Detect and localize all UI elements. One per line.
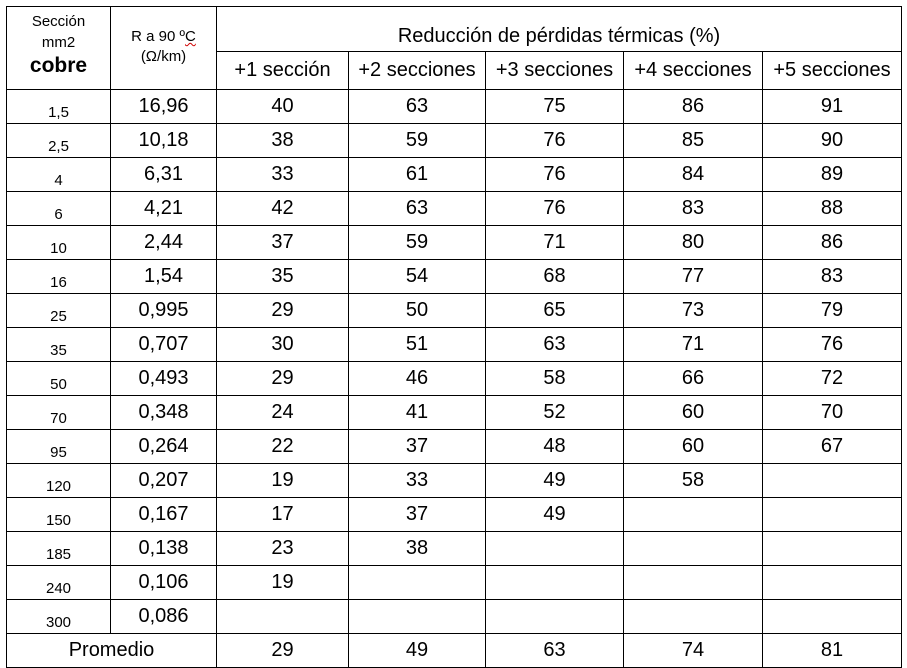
resistance-cell: 16,96	[111, 90, 217, 124]
resistance-cell: 1,54	[111, 260, 217, 294]
resistance-cell: 0,348	[111, 396, 217, 430]
column-header-1: +1 sección	[217, 52, 349, 90]
table-row	[7, 260, 902, 294]
resistance-header-line1	[111, 27, 216, 47]
reduction-cell	[624, 532, 763, 566]
table-row	[7, 362, 902, 396]
resistance-cell: 0,207	[111, 464, 217, 498]
reduction-cell: 35	[217, 260, 349, 294]
reduction-cell: 84	[624, 158, 763, 192]
resistance-header-unit-c: C	[185, 28, 196, 45]
resistance-cell: 0,106	[111, 566, 217, 600]
reduction-cell: 19	[217, 566, 349, 600]
reduction-cell: 23	[217, 532, 349, 566]
reduccion-header: Reducción de pérdidas térmicas (%)	[217, 7, 902, 52]
seccion-cell: 4	[7, 158, 111, 192]
column-header-3: +3 secciones	[486, 52, 624, 90]
table-row	[7, 430, 902, 464]
reduction-cell: 76	[486, 158, 624, 192]
resistance-cell: 6,31	[111, 158, 217, 192]
reduction-cell: 49	[486, 498, 624, 532]
reduction-cell	[763, 532, 902, 566]
header-row-top	[7, 7, 902, 52]
resistance-cell: 2,44	[111, 226, 217, 260]
reduction-cell: 58	[624, 464, 763, 498]
reduction-cell: 29	[217, 362, 349, 396]
seccion-cell: 35	[7, 328, 111, 362]
reduction-cell: 22	[217, 430, 349, 464]
reduction-cell: 37	[349, 430, 486, 464]
reduction-cell	[763, 498, 902, 532]
reduction-cell: 30	[217, 328, 349, 362]
reduction-cell: 63	[349, 192, 486, 226]
seccion-cell: 6	[7, 192, 111, 226]
reduction-cell: 17	[217, 498, 349, 532]
reduction-cell	[217, 600, 349, 634]
reduction-cell: 65	[486, 294, 624, 328]
seccion-cell: 95	[7, 430, 111, 464]
reduction-cell: 91	[763, 90, 902, 124]
table-row	[7, 124, 902, 158]
seccion-header-line2: mm2	[41, 34, 76, 51]
reduction-cell: 68	[486, 260, 624, 294]
reduction-cell: 41	[349, 396, 486, 430]
seccion-cell: 120	[7, 464, 111, 498]
promedio-cell: 63	[486, 634, 624, 668]
reduction-cell: 71	[624, 328, 763, 362]
reduction-cell: 24	[217, 396, 349, 430]
resistance-header-prefix: R a 90 º	[131, 28, 185, 45]
reduction-cell: 38	[349, 532, 486, 566]
seccion-cell: 150	[7, 498, 111, 532]
promedio-cell: 29	[217, 634, 349, 668]
seccion-header	[7, 7, 111, 90]
reduction-cell: 63	[486, 328, 624, 362]
table-row	[7, 328, 902, 362]
seccion-cell: 300	[7, 600, 111, 634]
seccion-header-line1: Sección	[31, 13, 86, 30]
seccion-cell: 70	[7, 396, 111, 430]
reduction-cell: 90	[763, 124, 902, 158]
seccion-cell: 2,5	[7, 124, 111, 158]
reduction-cell: 88	[763, 192, 902, 226]
reduction-cell: 54	[349, 260, 486, 294]
reduction-cell: 66	[624, 362, 763, 396]
reduction-cell: 83	[763, 260, 902, 294]
resistance-cell: 0,707	[111, 328, 217, 362]
reduction-cell	[763, 600, 902, 634]
table-row	[7, 464, 902, 498]
seccion-cell: 16	[7, 260, 111, 294]
reduction-cell: 71	[486, 226, 624, 260]
reduction-cell: 48	[486, 430, 624, 464]
table-row	[7, 90, 902, 124]
reduction-cell	[486, 532, 624, 566]
reduction-cell: 50	[349, 294, 486, 328]
seccion-cell: 10	[7, 226, 111, 260]
reduction-cell: 33	[349, 464, 486, 498]
seccion-cell: 25	[7, 294, 111, 328]
reduction-cell: 73	[624, 294, 763, 328]
reduction-cell: 61	[349, 158, 486, 192]
reduction-cell: 85	[624, 124, 763, 158]
table-row	[7, 396, 902, 430]
reduction-cell: 40	[217, 90, 349, 124]
reduction-cell	[349, 566, 486, 600]
reduction-cell: 52	[486, 396, 624, 430]
reduction-cell	[486, 600, 624, 634]
reduction-cell: 60	[624, 430, 763, 464]
resistance-cell: 0,086	[111, 600, 217, 634]
reduction-cell: 76	[486, 124, 624, 158]
resistance-cell: 0,995	[111, 294, 217, 328]
resistance-cell: 0,138	[111, 532, 217, 566]
resistance-header-line2: (Ω/km)	[140, 48, 187, 65]
resistance-cell: 4,21	[111, 192, 217, 226]
reduction-cell: 70	[763, 396, 902, 430]
reduction-cell: 37	[349, 498, 486, 532]
reduction-cell: 42	[217, 192, 349, 226]
promedio-cell: 49	[349, 634, 486, 668]
table-row	[7, 192, 902, 226]
table-row	[7, 498, 902, 532]
resistance-cell: 0,167	[111, 498, 217, 532]
reduction-cell: 63	[349, 90, 486, 124]
reduction-cell: 75	[486, 90, 624, 124]
reduction-cell: 86	[624, 90, 763, 124]
column-header-2: +2 secciones	[349, 52, 486, 90]
seccion-header-line3: cobre	[29, 54, 88, 77]
table-row	[7, 294, 902, 328]
reduction-cell	[763, 464, 902, 498]
resistance-cell: 10,18	[111, 124, 217, 158]
reduction-cell: 60	[624, 396, 763, 430]
reduction-cell: 80	[624, 226, 763, 260]
promedio-cell: 74	[624, 634, 763, 668]
resistance-cell: 0,264	[111, 430, 217, 464]
reduction-cell: 86	[763, 226, 902, 260]
reduction-cell: 79	[763, 294, 902, 328]
table-row	[7, 158, 902, 192]
reduction-cell	[763, 566, 902, 600]
reduction-cell: 46	[349, 362, 486, 396]
reduction-cell: 59	[349, 124, 486, 158]
seccion-cell: 240	[7, 566, 111, 600]
table-row	[7, 566, 902, 600]
column-header-5: +5 secciones	[763, 52, 902, 90]
reduction-cell: 33	[217, 158, 349, 192]
seccion-cell: 185	[7, 532, 111, 566]
promedio-row	[7, 634, 902, 668]
reduction-cell: 83	[624, 192, 763, 226]
reduction-cell: 67	[763, 430, 902, 464]
promedio-label: Promedio	[7, 634, 217, 668]
reduction-cell: 37	[217, 226, 349, 260]
reduction-cell	[624, 498, 763, 532]
reduction-cell: 19	[217, 464, 349, 498]
table-row	[7, 600, 902, 634]
column-header-4: +4 secciones	[624, 52, 763, 90]
losses-table	[6, 6, 902, 668]
reduction-cell	[349, 600, 486, 634]
reduction-cell: 51	[349, 328, 486, 362]
reduction-cell: 89	[763, 158, 902, 192]
reduction-cell: 38	[217, 124, 349, 158]
reduction-cell: 59	[349, 226, 486, 260]
resistance-cell: 0,493	[111, 362, 217, 396]
table-row	[7, 226, 902, 260]
reduction-cell: 76	[486, 192, 624, 226]
reduction-cell: 72	[763, 362, 902, 396]
reduction-cell: 76	[763, 328, 902, 362]
reduction-cell: 58	[486, 362, 624, 396]
reduction-cell: 49	[486, 464, 624, 498]
reduction-cell: 77	[624, 260, 763, 294]
table-row	[7, 532, 902, 566]
resistance-header	[111, 7, 217, 90]
seccion-cell: 50	[7, 362, 111, 396]
reduction-cell: 29	[217, 294, 349, 328]
promedio-cell: 81	[763, 634, 902, 668]
seccion-cell: 1,5	[7, 90, 111, 124]
reduction-cell	[624, 566, 763, 600]
reduction-cell	[486, 566, 624, 600]
reduction-cell	[624, 600, 763, 634]
